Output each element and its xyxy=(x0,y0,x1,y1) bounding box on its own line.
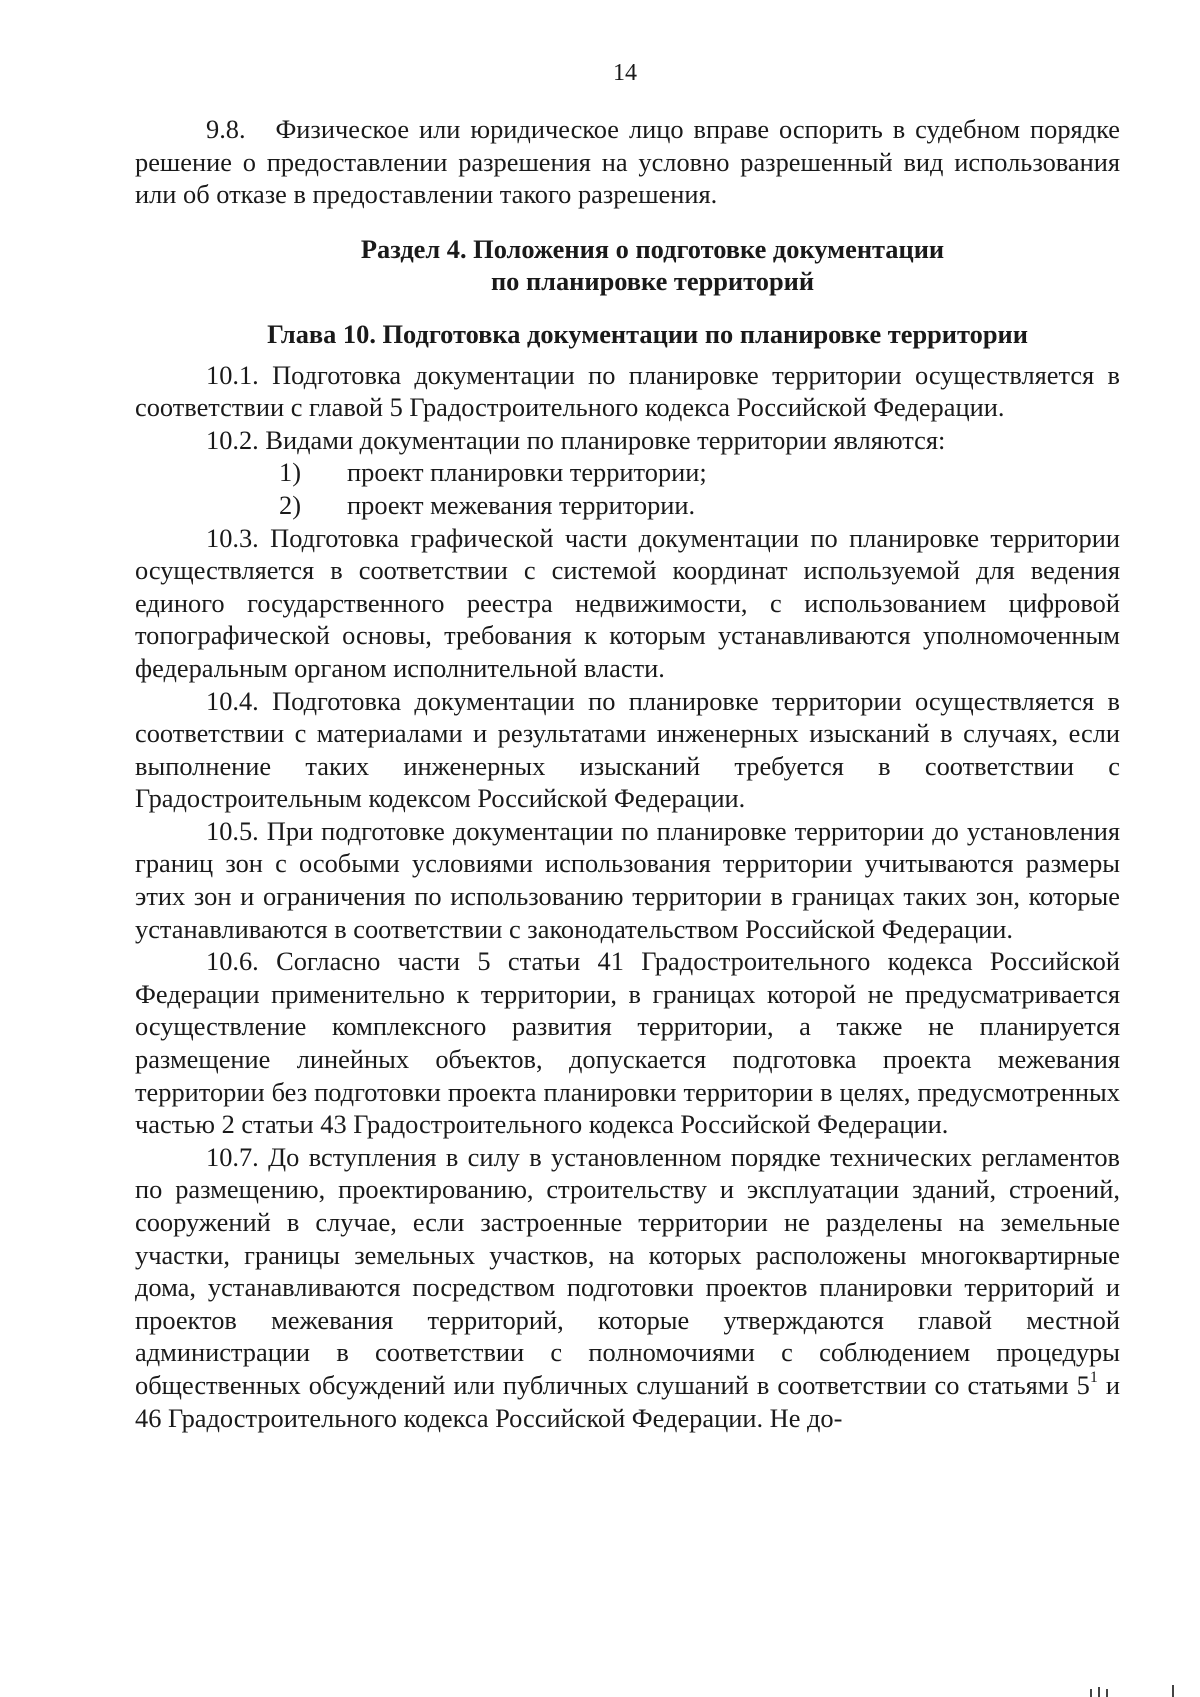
clause-text: Видами документации по планировке территории являются: xyxy=(265,424,946,455)
superscript: 1 xyxy=(1089,1368,1098,1386)
clause-number: 10.4. xyxy=(206,685,259,716)
list-item-text: проект межевания территории. xyxy=(347,489,696,520)
clause-10-3 xyxy=(135,522,1120,685)
list-item-number: 2) xyxy=(279,489,301,520)
clause-10-1 xyxy=(135,359,1120,424)
clause-10-4 xyxy=(135,685,1120,815)
section-heading xyxy=(135,233,1120,298)
clause-10-6 xyxy=(135,945,1120,1141)
clause-10-5 xyxy=(135,815,1120,945)
list-item xyxy=(135,489,1120,522)
page-number: 14 xyxy=(613,60,637,86)
section-heading-line2: по планировке территорий xyxy=(490,266,815,297)
list-item-number: 1) xyxy=(279,457,301,488)
clause-text: При подготовке документации по планировке территории до установления границ зон с особыми условиями использования территории учитываются размеры этих зон и ограничения по использованию территории в границах таких зон, которые устанавливаются в соответствии с законодательством Российской Федерации. xyxy=(135,815,1120,944)
clause-text: Физическое или юридическое лицо вправе оспорить в судебном порядке решение о предоставлении разрешения на условно разрешенный вид использования или об отказе в предоставлении такого разрешения. xyxy=(135,114,1120,210)
clause-number: 10.7. xyxy=(206,1141,259,1172)
scan-edge-marks xyxy=(1060,1683,1180,1697)
clause-number: 10.6. xyxy=(206,946,259,977)
clause-text: До вступления в силу в установленном порядке технических регламентов по размещению, проектированию, строительству и эксплуатации зданий, строений, сооружений в случае, если застроенные территории не разделены на земельные участки, границы земельных участков, на которых расположены многоквартирные дома, устанавливаются посредством подготовки проектов планировки территорий и проектов межевания территорий, которые утверждаются главой местной администрации в соответствии с полномочиями с соблюдением процедуры общественных обсуждений или публичных слушаний в соответствии со статьями 5 xyxy=(135,1141,1120,1400)
clause-text: Подготовка документации по планировке территории осуществляется в соответствии с материалами и результатами инженерных изысканий в случаях, если выполнение таких инженерных изысканий требуется в соответствии с Градостроительным кодексом Российской Федерации. xyxy=(135,685,1120,814)
document-body xyxy=(135,113,1120,1434)
clause-number: 10.3. xyxy=(206,522,259,553)
clause-text: Подготовка документации по планировке территории осуществляется в соответствии с главой 5 Градостроительного кодекса Российской Федерации. xyxy=(135,359,1120,423)
section-heading-line1: Раздел 4. Положения о подготовке документации xyxy=(360,233,945,264)
list-item-text: проект планировки территории; xyxy=(347,457,707,488)
clause-text: Согласно части 5 статьи 41 Градостроительного кодекса Российской Федерации применительно к территории, в границах которой не предусматривается осуществление комплексного развития территории, а также не планируется размещение линейных объектов, допускается подготовка проекта межевания территории без подготовки проекта планировки территории в целях, предусмотренных частью 2 статьи 43 Градостроительного кодекса Российской Федерации. xyxy=(135,946,1120,1140)
clause-number: 9.8. xyxy=(206,114,246,144)
clause-text-continued: и 46 Градостроительного кодекса Российской Федерации. Не до- xyxy=(135,1369,1120,1433)
clause-number: 10.1. xyxy=(206,359,259,390)
clause-number: 10.2. xyxy=(206,424,259,455)
chapter-heading: Глава 10. Подготовка документации по планировке территории xyxy=(267,318,1028,349)
clause-number: 10.5. xyxy=(206,815,259,846)
clause-10-2 xyxy=(135,424,1120,457)
clause-9-8 xyxy=(135,113,1120,211)
list-item xyxy=(135,456,1120,489)
clause-10-7 xyxy=(135,1141,1120,1434)
clause-text: Подготовка графической части документации по планировке территории осуществляется в соответствии с системой координат используемой для ведения единого государственного реестра недвижимости, с использованием цифровой топографической основы, требования к которым устанавливаются уполномоченным федеральным органом исполнительной власти. xyxy=(135,522,1120,683)
